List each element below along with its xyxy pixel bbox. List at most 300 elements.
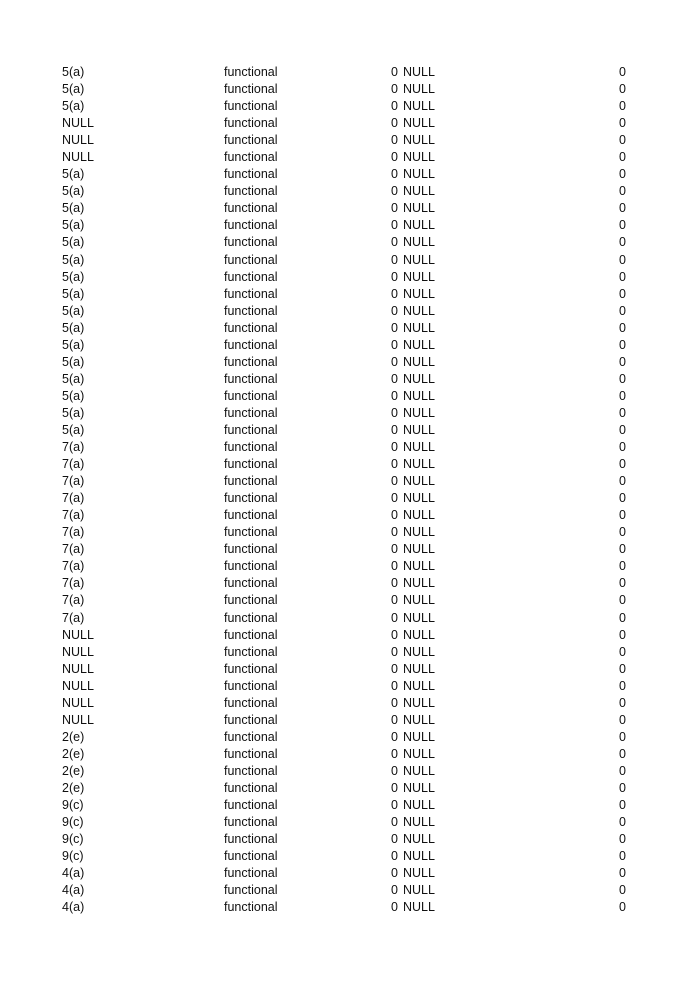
number-cell: 0 — [391, 474, 398, 489]
value-cell: 0 — [619, 116, 626, 131]
flag-cell: NULL — [403, 235, 435, 250]
number-cell: 0 — [391, 593, 398, 608]
number-cell: 0 — [391, 218, 398, 233]
type-cell: functional — [224, 167, 278, 182]
section-cell: 4(a) — [62, 883, 85, 898]
type-cell: functional — [224, 474, 278, 489]
number-cell: 0 — [391, 678, 398, 693]
number-cell: 0 — [391, 849, 398, 864]
value-cell: 0 — [619, 593, 626, 608]
number-cell: 0 — [391, 422, 398, 437]
type-cell: functional — [224, 235, 278, 250]
flag-cell: NULL — [403, 798, 435, 813]
number-cell: 0 — [391, 116, 398, 131]
number-cell: 0 — [391, 337, 398, 352]
table-row — [0, 592, 700, 609]
type-cell: functional — [224, 269, 278, 284]
table-row — [0, 183, 700, 200]
flag-cell: NULL — [403, 883, 435, 898]
value-cell: 0 — [619, 661, 626, 676]
flag-cell: NULL — [403, 150, 435, 165]
number-cell: 0 — [391, 780, 398, 795]
flag-cell: NULL — [403, 542, 435, 557]
flag-cell: NULL — [403, 116, 435, 131]
value-cell: 0 — [619, 65, 626, 79]
section-cell: 5(a) — [62, 201, 85, 216]
type-cell: functional — [224, 133, 278, 148]
section-cell: 7(a) — [62, 559, 85, 574]
type-cell: functional — [224, 303, 278, 318]
section-cell: 7(a) — [62, 474, 85, 489]
type-cell: functional — [224, 576, 278, 591]
value-cell: 0 — [619, 729, 626, 744]
value-cell: 0 — [619, 746, 626, 761]
type-cell: functional — [224, 525, 278, 540]
section-cell: 7(a) — [62, 610, 85, 625]
flag-cell: NULL — [403, 866, 435, 881]
type-cell: functional — [224, 116, 278, 131]
flag-cell: NULL — [403, 815, 435, 830]
value-cell: 0 — [619, 218, 626, 233]
type-cell: functional — [224, 832, 278, 847]
value-cell: 0 — [619, 832, 626, 847]
number-cell: 0 — [391, 286, 398, 301]
section-cell: 7(a) — [62, 593, 85, 608]
section-cell: 7(a) — [62, 508, 85, 523]
section-cell: 4(a) — [62, 900, 85, 915]
table-row — [0, 98, 700, 115]
section-cell: 5(a) — [62, 388, 85, 403]
flag-cell: NULL — [403, 201, 435, 216]
flag-cell: NULL — [403, 440, 435, 455]
type-cell: functional — [224, 610, 278, 625]
section-cell: 7(a) — [62, 542, 85, 557]
table-row — [0, 81, 700, 98]
number-cell: 0 — [391, 99, 398, 114]
value-cell: 0 — [619, 525, 626, 540]
flag-cell: NULL — [403, 82, 435, 97]
table-row — [0, 661, 700, 678]
type-cell: functional — [224, 99, 278, 114]
section-cell: NULL — [62, 678, 94, 693]
number-cell: 0 — [391, 388, 398, 403]
table-row — [0, 388, 700, 405]
type-cell: functional — [224, 678, 278, 693]
flag-cell: NULL — [403, 474, 435, 489]
section-cell: 5(a) — [62, 235, 85, 250]
table-row — [0, 524, 700, 541]
value-cell: 0 — [619, 133, 626, 148]
flag-cell: NULL — [403, 184, 435, 199]
table-row — [0, 354, 700, 371]
flag-cell: NULL — [403, 320, 435, 335]
section-cell: 5(a) — [62, 82, 85, 97]
section-cell: 5(a) — [62, 337, 85, 352]
value-cell: 0 — [619, 320, 626, 335]
flag-cell: NULL — [403, 593, 435, 608]
section-cell: 9(c) — [62, 798, 84, 813]
table-row — [0, 797, 700, 814]
flag-cell: NULL — [403, 405, 435, 420]
section-cell: 7(a) — [62, 525, 85, 540]
table-row — [0, 473, 700, 490]
table-row — [0, 831, 700, 848]
number-cell: 0 — [391, 150, 398, 165]
flag-cell: NULL — [403, 286, 435, 301]
value-cell: 0 — [619, 900, 626, 915]
table-row — [0, 644, 700, 661]
table-row — [0, 507, 700, 524]
table-row — [0, 371, 700, 388]
section-cell: 5(a) — [62, 354, 85, 369]
type-cell: functional — [224, 252, 278, 267]
value-cell: 0 — [619, 474, 626, 489]
table-row — [0, 337, 700, 354]
number-cell: 0 — [391, 184, 398, 199]
table-row — [0, 456, 700, 473]
value-cell: 0 — [619, 184, 626, 199]
section-cell: 5(a) — [62, 99, 85, 114]
value-cell: 0 — [619, 780, 626, 795]
flag-cell: NULL — [403, 269, 435, 284]
flag-cell: NULL — [403, 457, 435, 472]
flag-cell: NULL — [403, 661, 435, 676]
table-row — [0, 320, 700, 337]
number-cell: 0 — [391, 644, 398, 659]
table-row — [0, 558, 700, 575]
value-cell: 0 — [619, 849, 626, 864]
number-cell: 0 — [391, 371, 398, 386]
section-cell: 5(a) — [62, 184, 85, 199]
type-cell: functional — [224, 320, 278, 335]
table-row — [0, 439, 700, 456]
table-row — [0, 405, 700, 422]
number-cell: 0 — [391, 303, 398, 318]
type-cell: functional — [224, 184, 278, 199]
number-cell: 0 — [391, 235, 398, 250]
type-cell: functional — [224, 405, 278, 420]
number-cell: 0 — [391, 576, 398, 591]
flag-cell: NULL — [403, 576, 435, 591]
number-cell: 0 — [391, 491, 398, 506]
value-cell: 0 — [619, 559, 626, 574]
flag-cell: NULL — [403, 678, 435, 693]
number-cell: 0 — [391, 729, 398, 744]
section-cell: 5(a) — [62, 371, 85, 386]
number-cell: 0 — [391, 746, 398, 761]
type-cell: functional — [224, 627, 278, 642]
table-row — [0, 712, 700, 729]
table-row — [0, 610, 700, 627]
number-cell: 0 — [391, 900, 398, 915]
type-cell: functional — [224, 763, 278, 778]
type-cell: functional — [224, 644, 278, 659]
number-cell: 0 — [391, 883, 398, 898]
type-cell: functional — [224, 354, 278, 369]
section-cell: 5(a) — [62, 405, 85, 420]
flag-cell: NULL — [403, 337, 435, 352]
section-cell: 7(a) — [62, 576, 85, 591]
table-row — [0, 814, 700, 831]
flag-cell: NULL — [403, 303, 435, 318]
number-cell: 0 — [391, 167, 398, 182]
section-cell: NULL — [62, 712, 94, 727]
flag-cell: NULL — [403, 422, 435, 437]
value-cell: 0 — [619, 866, 626, 881]
flag-cell: NULL — [403, 65, 435, 79]
table-row — [0, 627, 700, 644]
section-cell: 5(a) — [62, 286, 85, 301]
section-cell: 5(a) — [62, 303, 85, 318]
table-row — [0, 780, 700, 797]
number-cell: 0 — [391, 354, 398, 369]
type-cell: functional — [224, 201, 278, 216]
flag-cell: NULL — [403, 218, 435, 233]
table-row — [0, 234, 700, 251]
flag-cell: NULL — [403, 99, 435, 114]
number-cell: 0 — [391, 405, 398, 420]
number-cell: 0 — [391, 763, 398, 778]
type-cell: functional — [224, 883, 278, 898]
section-cell: 7(a) — [62, 491, 85, 506]
table-row — [0, 269, 700, 286]
flag-cell: NULL — [403, 610, 435, 625]
table-row — [0, 575, 700, 592]
value-cell: 0 — [619, 644, 626, 659]
flag-cell: NULL — [403, 252, 435, 267]
table-row — [0, 149, 700, 166]
value-cell: 0 — [619, 457, 626, 472]
flag-cell: NULL — [403, 849, 435, 864]
section-cell: NULL — [62, 150, 94, 165]
table-row — [0, 882, 700, 899]
type-cell: functional — [224, 712, 278, 727]
value-cell: 0 — [619, 405, 626, 420]
value-cell: 0 — [619, 678, 626, 693]
section-cell: 5(a) — [62, 218, 85, 233]
type-cell: functional — [224, 849, 278, 864]
value-cell: 0 — [619, 82, 626, 97]
type-cell: functional — [224, 695, 278, 710]
type-cell: functional — [224, 900, 278, 915]
number-cell: 0 — [391, 695, 398, 710]
value-cell: 0 — [619, 798, 626, 813]
number-cell: 0 — [391, 815, 398, 830]
section-cell: 9(c) — [62, 849, 84, 864]
value-cell: 0 — [619, 883, 626, 898]
table-row — [0, 64, 700, 81]
value-cell: 0 — [619, 440, 626, 455]
value-cell: 0 — [619, 201, 626, 216]
type-cell: functional — [224, 593, 278, 608]
type-cell: functional — [224, 746, 278, 761]
type-cell: functional — [224, 542, 278, 557]
section-cell: NULL — [62, 116, 94, 131]
flag-cell: NULL — [403, 832, 435, 847]
value-cell: 0 — [619, 150, 626, 165]
type-cell: functional — [224, 457, 278, 472]
table-row — [0, 763, 700, 780]
section-cell: 5(a) — [62, 422, 85, 437]
flag-cell: NULL — [403, 491, 435, 506]
table-row — [0, 217, 700, 234]
flag-cell: NULL — [403, 508, 435, 523]
value-cell: 0 — [619, 815, 626, 830]
flag-cell: NULL — [403, 371, 435, 386]
flag-cell: NULL — [403, 746, 435, 761]
table-row — [0, 286, 700, 303]
number-cell: 0 — [391, 252, 398, 267]
section-cell: NULL — [62, 661, 94, 676]
section-cell: 5(a) — [62, 269, 85, 284]
number-cell: 0 — [391, 133, 398, 148]
flag-cell: NULL — [403, 388, 435, 403]
table-row — [0, 899, 700, 916]
table-row — [0, 541, 700, 558]
flag-cell: NULL — [403, 763, 435, 778]
section-cell: 7(a) — [62, 457, 85, 472]
flag-cell: NULL — [403, 900, 435, 915]
number-cell: 0 — [391, 508, 398, 523]
table-row — [0, 422, 700, 439]
value-cell: 0 — [619, 99, 626, 114]
table-row — [0, 132, 700, 149]
flag-cell: NULL — [403, 525, 435, 540]
type-cell: functional — [224, 559, 278, 574]
value-cell: 0 — [619, 508, 626, 523]
type-cell: functional — [224, 815, 278, 830]
number-cell: 0 — [391, 866, 398, 881]
table-row — [0, 865, 700, 882]
number-cell: 0 — [391, 82, 398, 97]
section-cell: 9(c) — [62, 832, 84, 847]
number-cell: 0 — [391, 661, 398, 676]
value-cell: 0 — [619, 695, 626, 710]
section-cell: NULL — [62, 644, 94, 659]
section-cell: NULL — [62, 133, 94, 148]
value-cell: 0 — [619, 610, 626, 625]
type-cell: functional — [224, 780, 278, 795]
type-cell: functional — [224, 729, 278, 744]
value-cell: 0 — [619, 712, 626, 727]
section-cell: 2(e) — [62, 780, 85, 795]
type-cell: functional — [224, 440, 278, 455]
section-cell: 2(e) — [62, 763, 85, 778]
type-cell: functional — [224, 337, 278, 352]
value-cell: 0 — [619, 371, 626, 386]
value-cell: 0 — [619, 167, 626, 182]
value-cell: 0 — [619, 252, 626, 267]
section-cell: 4(a) — [62, 866, 85, 881]
table-row — [0, 115, 700, 132]
flag-cell: NULL — [403, 627, 435, 642]
table-row — [0, 200, 700, 217]
number-cell: 0 — [391, 457, 398, 472]
section-cell: NULL — [62, 695, 94, 710]
flag-cell: NULL — [403, 695, 435, 710]
flag-cell: NULL — [403, 559, 435, 574]
number-cell: 0 — [391, 525, 398, 540]
flag-cell: NULL — [403, 354, 435, 369]
table-row — [0, 695, 700, 712]
table-row — [0, 166, 700, 183]
flag-cell: NULL — [403, 644, 435, 659]
flag-cell: NULL — [403, 167, 435, 182]
section-cell: 2(e) — [62, 729, 85, 744]
value-cell: 0 — [619, 388, 626, 403]
value-cell: 0 — [619, 269, 626, 284]
number-cell: 0 — [391, 269, 398, 284]
table-row — [0, 490, 700, 507]
type-cell: functional — [224, 218, 278, 233]
type-cell: functional — [224, 866, 278, 881]
data-sheet — [0, 64, 700, 916]
value-cell: 0 — [619, 491, 626, 506]
table-row — [0, 848, 700, 865]
section-cell: NULL — [62, 627, 94, 642]
section-cell: 7(a) — [62, 440, 85, 455]
value-cell: 0 — [619, 303, 626, 318]
type-cell: functional — [224, 508, 278, 523]
table-row — [0, 678, 700, 695]
value-cell: 0 — [619, 763, 626, 778]
value-cell: 0 — [619, 627, 626, 642]
number-cell: 0 — [391, 712, 398, 727]
section-cell: 2(e) — [62, 746, 85, 761]
number-cell: 0 — [391, 201, 398, 216]
number-cell: 0 — [391, 320, 398, 335]
section-cell: 5(a) — [62, 65, 85, 79]
value-cell: 0 — [619, 235, 626, 250]
table-row — [0, 303, 700, 320]
value-cell: 0 — [619, 354, 626, 369]
type-cell: functional — [224, 798, 278, 813]
number-cell: 0 — [391, 542, 398, 557]
table-row — [0, 252, 700, 269]
flag-cell: NULL — [403, 712, 435, 727]
section-cell: 5(a) — [62, 252, 85, 267]
number-cell: 0 — [391, 65, 398, 79]
table-row — [0, 729, 700, 746]
section-cell: 9(c) — [62, 815, 84, 830]
type-cell: functional — [224, 65, 278, 79]
number-cell: 0 — [391, 610, 398, 625]
flag-cell: NULL — [403, 780, 435, 795]
number-cell: 0 — [391, 440, 398, 455]
number-cell: 0 — [391, 832, 398, 847]
section-cell: 5(a) — [62, 320, 85, 335]
flag-cell: NULL — [403, 729, 435, 744]
type-cell: functional — [224, 661, 278, 676]
type-cell: functional — [224, 82, 278, 97]
table-row — [0, 746, 700, 763]
number-cell: 0 — [391, 559, 398, 574]
number-cell: 0 — [391, 798, 398, 813]
value-cell: 0 — [619, 422, 626, 437]
number-cell: 0 — [391, 627, 398, 642]
value-cell: 0 — [619, 542, 626, 557]
type-cell: functional — [224, 422, 278, 437]
flag-cell: NULL — [403, 133, 435, 148]
value-cell: 0 — [619, 337, 626, 352]
value-cell: 0 — [619, 286, 626, 301]
section-cell: 5(a) — [62, 167, 85, 182]
type-cell: functional — [224, 388, 278, 403]
type-cell: functional — [224, 491, 278, 506]
type-cell: functional — [224, 286, 278, 301]
value-cell: 0 — [619, 576, 626, 591]
type-cell: functional — [224, 371, 278, 386]
